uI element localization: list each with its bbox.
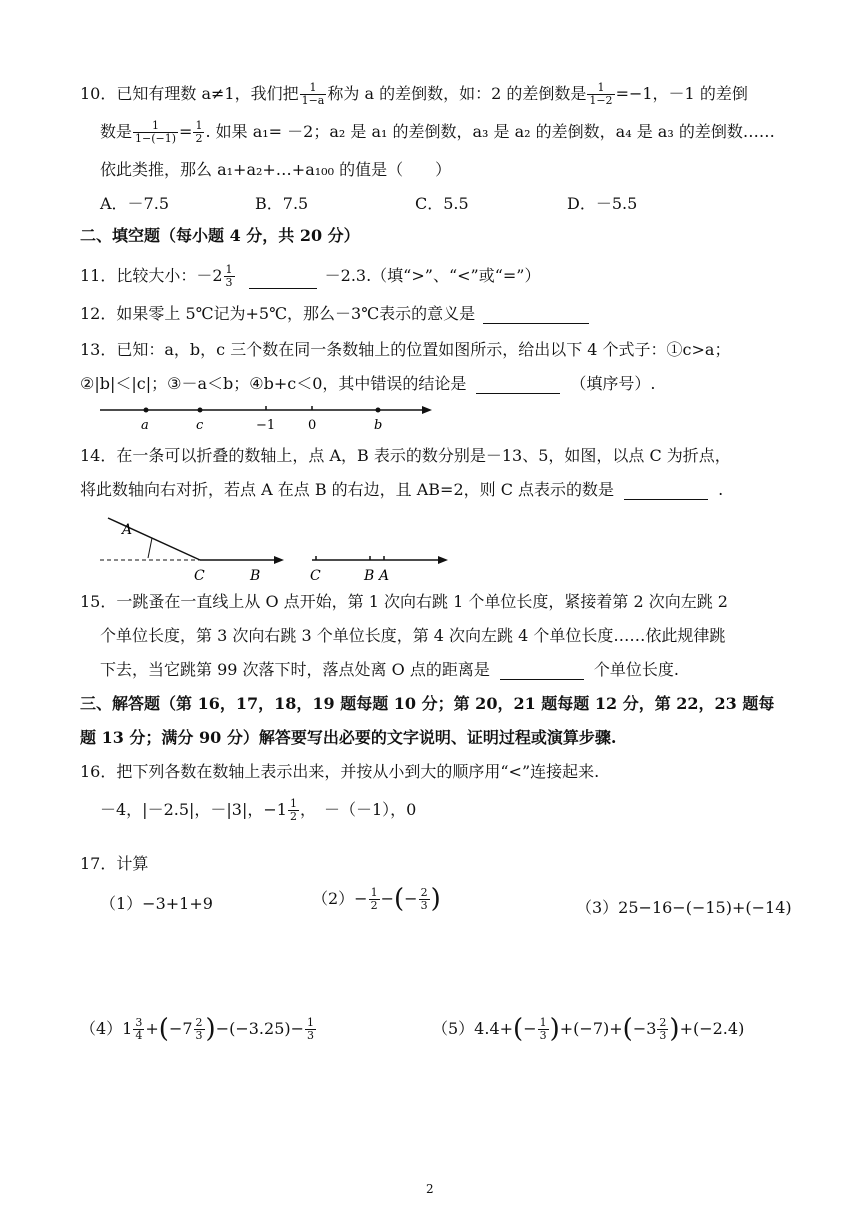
q12-line: [80, 304, 589, 324]
numerator: 1: [587, 82, 614, 95]
paren-open: (: [158, 1014, 169, 1044]
denominator: 2: [289, 810, 297, 823]
q10-option-b: B．7.5: [255, 194, 309, 213]
numerator: 2: [659, 1015, 667, 1029]
denominator: 1−(−1): [135, 132, 177, 145]
q15-answer-blank[interactable]: [500, 663, 584, 680]
q13-answer-blank[interactable]: [476, 377, 560, 394]
q13-line1: 13．已知：a，b，c 三个数在同一条数轴上的位置如图所示，给出以下 4 个式子：①c>a；: [80, 340, 731, 359]
q15-line3: [100, 660, 679, 680]
q10-text: 称为 a 的差倒数，如：2 的差倒数是: [327, 84, 587, 103]
numerator: 1: [133, 120, 178, 133]
q13-text: ②|b|＜|c|；③－a＜b；④b+c＜0，其中错误的结论是: [80, 374, 467, 393]
q17-part3: （3）25−16−(−15)+(−14): [576, 898, 792, 917]
numerator: 2: [195, 1015, 203, 1029]
arrow-head: [274, 556, 284, 564]
fraction: [300, 82, 327, 107]
fraction: [369, 887, 380, 912]
denominator: 3: [225, 276, 233, 289]
fraction: [224, 264, 235, 289]
q10-text: . 如果 a₁= －2；a₂ 是 a₁ 的差倒数，a₃ 是 a₂ 的差倒数，a₄ 是 a₃ 的差倒数……: [205, 122, 775, 141]
q11-answer-blank[interactable]: [249, 272, 317, 289]
q10-option-d: D．－5.5: [567, 194, 638, 213]
q17-text: +: [145, 1019, 159, 1038]
numerator: 1: [225, 263, 233, 276]
fraction: [194, 1017, 205, 1042]
q11-line: [80, 264, 540, 289]
label-a: A: [122, 522, 133, 538]
q17-part4: [80, 1016, 317, 1042]
fold-arrow: [148, 538, 152, 558]
q13-line2: [80, 374, 655, 394]
q10-option-c: C．5.5: [415, 194, 469, 213]
label-b: B: [250, 568, 261, 584]
q16-text: －4，|－2.5|，－|3|，−1: [100, 800, 287, 819]
paren-close: ): [430, 884, 441, 914]
fraction: [133, 120, 178, 145]
q13-text: （填序号）.: [570, 374, 656, 393]
denominator: 2: [370, 898, 378, 912]
label-c: c: [196, 418, 204, 433]
fraction: [133, 1017, 144, 1042]
fraction: [288, 798, 299, 823]
q17-text: −(−3.25)−: [215, 1019, 305, 1038]
label-c: C: [310, 568, 321, 584]
q10-line3: 依此类推，那么 a₁+a₂+…+a₁₀₀ 的值是（ ）: [100, 160, 452, 179]
q17-title: 17．计算: [80, 854, 149, 873]
label-zero: 0: [308, 418, 317, 433]
q17-text: （2）−: [312, 889, 368, 908]
numerator: 1: [195, 119, 203, 132]
q10-text: =: [179, 122, 193, 141]
denominator: 1−a: [301, 94, 325, 107]
q17-part1: （1）−3+1+9: [100, 894, 213, 913]
fraction: [305, 1017, 316, 1042]
q10-text: =−1，－1 的差倒: [615, 84, 748, 103]
denominator: 3: [195, 1028, 203, 1042]
paren-close: ): [669, 1014, 680, 1044]
fraction: [193, 120, 204, 145]
q14-text: .: [718, 480, 724, 499]
q14-folded-line-figure: [96, 506, 296, 584]
paren-open: (: [513, 1014, 524, 1044]
q14-text: 将此数轴向右对折，若点 A 在点 B 的右边，且 AB=2，则 C 点表示的数是: [80, 480, 615, 499]
q15-line2: 个单位长度，第 3 次向右跳 3 个单位长度，第 4 次向左跳 4 个单位长度……依此规律跳: [100, 626, 726, 645]
paren-close: ): [549, 1014, 560, 1044]
arrow-head: [422, 406, 432, 414]
denominator: 3: [420, 898, 428, 912]
q14-line2: [80, 480, 723, 500]
arrow-head: [438, 556, 448, 564]
denominator: 1−2: [589, 94, 613, 107]
label-a: a: [141, 418, 149, 433]
numerator: 3: [135, 1015, 143, 1029]
paren-close: ): [205, 1014, 216, 1044]
paren-open: (: [394, 884, 405, 914]
fraction: [419, 887, 430, 912]
q11-text: 11．比较大小：－2: [80, 266, 223, 285]
q14-answer-blank[interactable]: [624, 483, 708, 500]
fraction: [538, 1017, 549, 1042]
denominator: 3: [307, 1028, 315, 1042]
numerator: 1: [300, 82, 327, 95]
q17-text: +(−7)+: [559, 1019, 623, 1038]
q10-text: 数是: [100, 122, 133, 141]
q17-text: +(−2.4): [679, 1019, 745, 1038]
q16-line2: [100, 798, 416, 823]
q17-text: −7: [168, 1019, 193, 1038]
label-minus-one: −1: [256, 418, 276, 433]
q12-text: 12．如果零上 5℃记为+5℃，那么－3℃表示的意义是: [80, 304, 476, 323]
fraction: [657, 1017, 668, 1042]
q17-text: −3: [632, 1019, 657, 1038]
q14-line1: 14．在一条可以折叠的数轴上，点 A，B 表示的数分别是－13、5，如图，以点 C 为折点，: [80, 446, 731, 465]
q15-text: 下去，当它跳第 99 次落下时，落点处离 O 点的距离是: [100, 660, 490, 679]
q11-text: －2.3.（填“>”、“<”或“=”）: [324, 266, 541, 285]
fraction: [587, 82, 614, 107]
label-b: B: [364, 568, 375, 584]
denominator: 2: [195, 132, 203, 145]
q14-unfolded-line-figure: [306, 548, 456, 584]
q16-line1: 16．把下列各数在数轴上表示出来，并按从小到大的顺序用“<”连接起来.: [80, 762, 600, 781]
q12-answer-blank[interactable]: [483, 307, 589, 324]
q17-text: （4）1: [80, 1019, 133, 1038]
q17-text: −: [380, 889, 394, 908]
section3-line2: 题 13 分；满分 90 分）解答要写出必要的文字说明、证明过程或演算步骤.: [80, 728, 617, 747]
q16-text: ， －（－1），0: [299, 800, 417, 819]
denominator: 3: [539, 1028, 547, 1042]
point-b: [376, 408, 381, 413]
q17-part2: [312, 886, 441, 912]
numerator: 1: [539, 1015, 547, 1029]
numerator: 1: [289, 797, 297, 810]
numerator: 1: [370, 885, 378, 899]
page-number: 2: [426, 1182, 434, 1196]
section3-line1: 三、解答题（第 16，17，18，19 题每题 10 分；第 20，21 题每题 12 分，第 22，23 题每: [80, 694, 775, 713]
point-c: [198, 408, 203, 413]
q10-line1: [80, 82, 748, 107]
numerator: 2: [420, 885, 428, 899]
q10-option-a: A．－7.5: [100, 194, 170, 213]
q13-number-line: [96, 398, 446, 434]
point-a: [144, 408, 149, 413]
q10-line2: [100, 120, 775, 145]
q15-line1: 15．一跳蚤在一直线上从 O 点开始，第 1 次向右跳 1 个单位长度，紧接着第 2 次向左跳 2: [80, 592, 728, 611]
section2-title: 二、填空题（每小题 4 分，共 20 分）: [80, 226, 360, 245]
denominator: 3: [659, 1028, 667, 1042]
q17-text: （5）4.4+: [432, 1019, 514, 1038]
q17-text: −: [523, 1019, 537, 1038]
q10-text: 10．已知有理数 a≠1，我们把: [80, 84, 299, 103]
q17-part5: [432, 1016, 744, 1042]
numerator: 1: [307, 1015, 315, 1029]
q17-text: −: [404, 889, 418, 908]
label-c: C: [194, 568, 205, 584]
denominator: 4: [135, 1028, 143, 1042]
paren-open: (: [622, 1014, 633, 1044]
q15-text: 个单位长度.: [593, 660, 679, 679]
label-b: b: [374, 418, 383, 433]
label-a: A: [379, 568, 390, 584]
